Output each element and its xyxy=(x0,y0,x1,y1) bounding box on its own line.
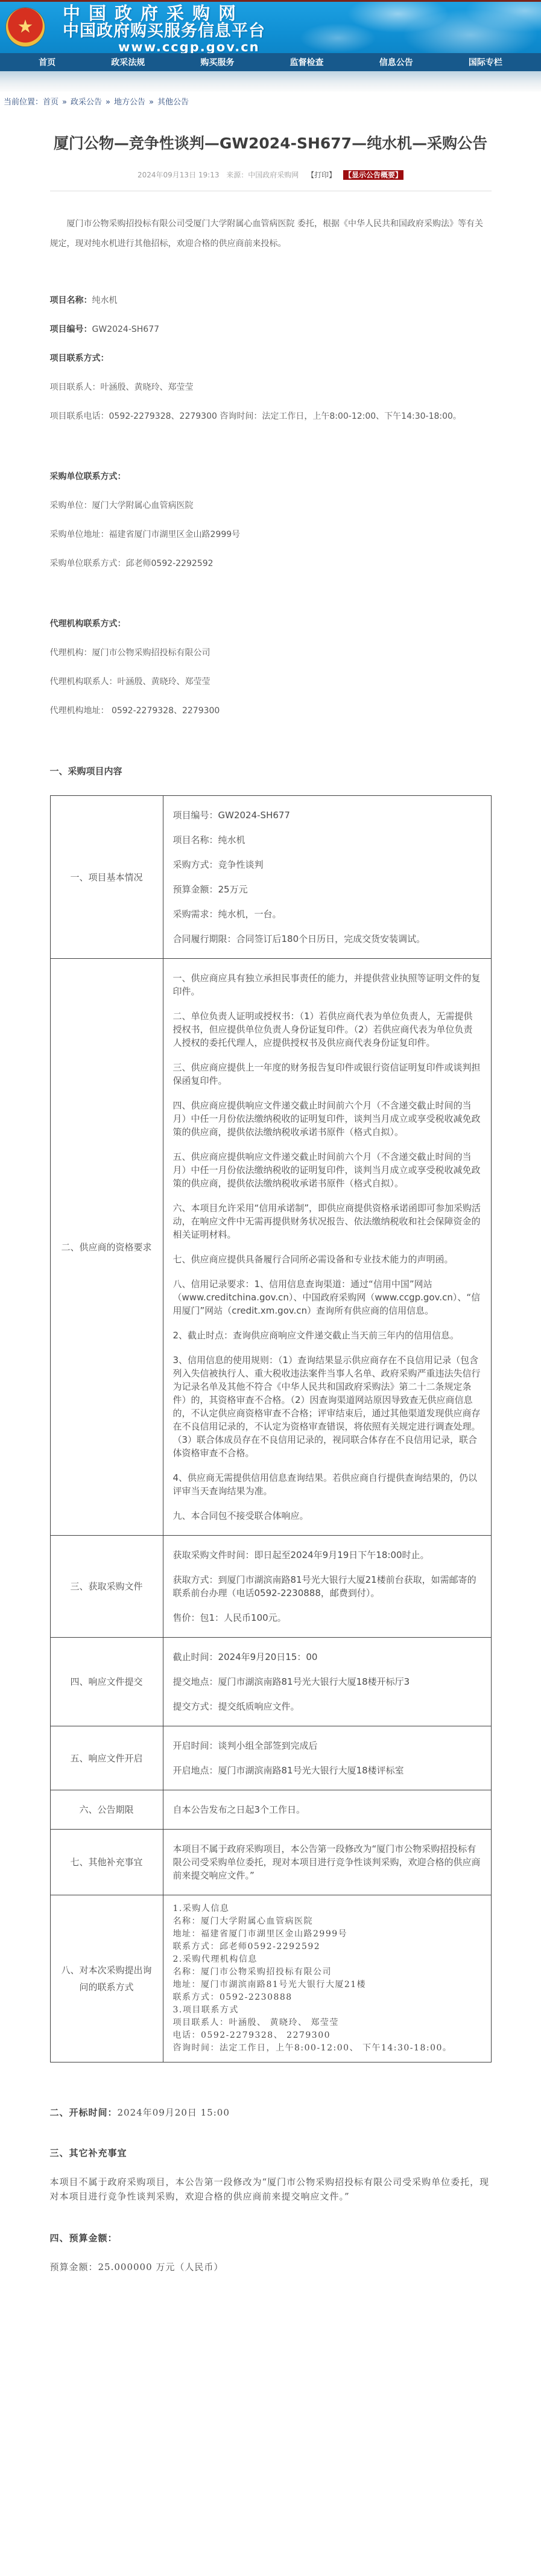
info-line xyxy=(50,323,492,336)
nav-item-4[interactable]: 监督检查 xyxy=(289,58,324,68)
table-row-label: 三、获取采购文件 xyxy=(50,1536,163,1638)
table-row-label: 二、供应商的资格要求 xyxy=(50,959,163,1536)
article-container xyxy=(50,133,492,2576)
info-line xyxy=(50,410,492,423)
info-line-value: 采购单位联系方式：邱老师0592-2292592 xyxy=(49,559,214,568)
info-line xyxy=(50,528,492,541)
table-paragraph: 售价：包1：人民币100元。 xyxy=(172,1612,286,1623)
table-paragraph: 六、本项目允许采用“信用承诺制”，即供应商提供资格承诺函即可参加采购活动，在响应文件中无需再提供财务状况报告、依法缴纳税收和社会保障资金的相关证明材料。 xyxy=(172,1203,481,1240)
info-line-value: 项目联系电话：0592-2279328、2279300 咨询时间：法定工作日，上午8:00-12:00、下午14:30-18:00。 xyxy=(49,412,461,421)
table-paragraph: 获取采购文件时间：即日起至2024年9月19日下午18:00时止。 xyxy=(172,1550,429,1560)
breadcrumb-separator: » xyxy=(62,98,67,107)
section-heading-procurement-content: 一、采购项目内容 xyxy=(49,766,122,777)
nav-item-5[interactable]: 信息公告 xyxy=(379,58,413,68)
national-emblem-icon xyxy=(6,8,45,46)
table-row-content xyxy=(163,1536,491,1638)
breadcrumb-link-2[interactable]: 政采公告 xyxy=(71,98,103,107)
print-button[interactable]: 【打印】 xyxy=(307,171,337,179)
info-line-label: 采购单位联系方式： xyxy=(49,472,126,482)
star-icon: ★ xyxy=(17,16,34,37)
table-paragraph: 本项目不属于政府采购项目，本公告第一段修改为“厦门市公物采购招投标有限公司受采购单位委托，现对本项目进行竞争性谈判采购，欢迎合格的供应商前来提交响应文件。” xyxy=(172,1843,481,1881)
breadcrumb-link-1[interactable]: 首页 xyxy=(43,98,59,107)
table-row-content xyxy=(163,1790,491,1830)
breadcrumb-link-3[interactable]: 地方公告 xyxy=(113,98,145,107)
table-row xyxy=(50,1638,491,1726)
table-paragraph: 开启地点：厦门市湖滨南路81号光大银行大厦18楼评标室 xyxy=(172,1765,404,1776)
table-row-label: 五、响应文件开启 xyxy=(50,1726,163,1790)
procurement-table xyxy=(50,795,492,2062)
table-row-label: 一、项目基本情况 xyxy=(50,796,163,959)
table-paragraph: 自本公告发布之日起3个工作日。 xyxy=(172,1804,306,1815)
bottom-section-text: 预算金额：25.000000 万元（人民币） xyxy=(49,2262,224,2272)
table-paragraph: 截止时间：2024年9月20日15：00 xyxy=(172,1652,318,1662)
table-row-content xyxy=(163,1830,491,1895)
info-line-label: 代理机构联系方式： xyxy=(49,619,126,629)
bottom-section-p xyxy=(50,2175,492,2204)
table-paragraph: 电话：0592-2279328、 2279300 xyxy=(172,2031,331,2040)
bottom-section-label: 三、其它补充事宜 xyxy=(49,2148,127,2158)
info-line xyxy=(50,704,492,717)
info-line xyxy=(50,617,492,631)
table-paragraph: 提交方式：提交纸质响应文件。 xyxy=(172,1701,300,1712)
breadcrumb-separator: » xyxy=(149,98,154,107)
article-meta xyxy=(50,170,492,180)
bottom-section-h xyxy=(50,2146,492,2159)
table-row-content xyxy=(163,1895,491,2062)
table-paragraph: 五、供应商应提供响应文件递交截止时间前六个月（不含递交截止时间的当月）中任一月份依法缴纳税收的证明复印件，谈判当月成立或享受税收减免政策的供应商，提供依法缴纳税收承诺书原件（格式自拟）。 xyxy=(172,1151,481,1189)
table-paragraph: 采购需求：纯水机，一台。 xyxy=(172,909,282,920)
table-row-label: 四、响应文件提交 xyxy=(50,1638,163,1726)
table-paragraph: 项目联系人：叶涵殷、 黄晓玲、 郑莹莹 xyxy=(172,2018,339,2027)
bottom-section-text: 2024年09月20日 15:00 xyxy=(117,2107,230,2118)
project-info-lines xyxy=(50,294,492,717)
info-line xyxy=(50,470,492,483)
table-paragraph: 名称：厦门市公物采购招投标有限公司 xyxy=(172,1967,332,1977)
info-line xyxy=(50,294,492,307)
bottom-section-h xyxy=(50,2231,492,2244)
main-nav xyxy=(0,53,541,71)
info-line xyxy=(50,381,492,394)
bottom-section-label: 四、预算金额： xyxy=(49,2233,118,2244)
table-paragraph: 项目编号：GW2024-SH677 xyxy=(172,810,290,821)
table-paragraph: 九、本合同包不接受联合体响应。 xyxy=(172,1510,309,1521)
info-line-value: 采购单位：厦门大学附属心血管病医院 xyxy=(49,501,194,510)
info-line xyxy=(50,499,492,512)
table-paragraph: 联系方式：邱老师0592-2292592 xyxy=(172,1942,321,1951)
info-line-label: 项目编号： xyxy=(49,325,92,334)
info-line-value: 代理机构联系人：叶涵殷、黄晓玲、郑莹莹 xyxy=(49,677,210,687)
info-line-value: 代理机构：厦门市公物采购招投标有限公司 xyxy=(49,648,210,658)
breadcrumb-link-4[interactable]: 其他公告 xyxy=(157,98,189,107)
table-paragraph: 合同履行期限：合同签订后180个日历日，完成交货安装调试。 xyxy=(172,933,426,944)
table-paragraph: 八、信用记录要求：1、信用信息查询渠道：通过“信用中国”网站（www.creditchina.gov.cn）、中国政府采购网（www.ccgp.gov.cn）、“信用厦门”网站（credit.xm.gov.cn）查询所有供应商的信用信息。 xyxy=(172,1279,481,1316)
table-paragraph: 七、供应商应提供具备履行合同所必需设备和专业技术能力的声明函。 xyxy=(172,1254,454,1265)
table-row-content xyxy=(163,1726,491,1790)
info-line xyxy=(50,675,492,689)
table-paragraph: 一、供应商应具有独立承担民事责任的能力，并提供营业执照等证明文件的复印件。 xyxy=(172,973,481,997)
info-line-value: 纯水机 xyxy=(92,296,118,305)
site-title: 中国政府采购网 xyxy=(63,3,245,24)
table-row xyxy=(50,796,491,959)
table-paragraph: 2、截止时点：查询供应商响应文件递交截止当天前三年内的信用信息。 xyxy=(172,1330,460,1341)
intro-paragraph: 厦门市公物采购招投标有限公司受厦门大学附属心血管病医院 委托，根据《中华人民共和国政府采购法》等有关规定，现对纯水机进行其他招标，欢迎合格的供应商前来投标。 xyxy=(49,219,483,249)
bottom-section-p xyxy=(50,2260,492,2274)
table-paragraph: 二、单位负责人证明或授权书：（1）若供应商代表为单位负责人，无需提供授权书，但应提供单位负责人身份证复印件。（2）若供应商代表为单位负责人授权的委托代理人，应提供授权书及供应商代表身份证复印件。 xyxy=(172,1011,473,1048)
site-subtitle: 中国政府购买服务信息平台 xyxy=(63,22,265,40)
site-header xyxy=(0,2,541,53)
table-paragraph: 提交地点：厦门市湖滨南路81号光大银行大厦18楼开标厅3 xyxy=(172,1676,410,1687)
show-summary-button[interactable]: 【显示公告概要】 xyxy=(344,171,402,179)
table-row xyxy=(50,1830,491,1895)
nav-shadow-strip xyxy=(0,71,541,92)
table-paragraph: 4、供应商无需提供信用信息查询结果。若供应商自行提供查询结果的，仍以评审当天查询结果为准。 xyxy=(172,1472,478,1496)
table-paragraph: 地址：福建省厦门市湖里区金山路2999号 xyxy=(172,1929,348,1939)
table-row xyxy=(50,1726,491,1790)
table-paragraph: 咨询时间：法定工作日，上午8:00-12:00、 下午14:30-18:00。 xyxy=(172,2043,452,2053)
info-line-value: 采购单位地址：福建省厦门市湖里区金山路2999号 xyxy=(49,530,241,539)
site-url: www.ccgp.gov.cn xyxy=(118,40,260,53)
nav-item-6[interactable]: 国际专栏 xyxy=(468,58,502,68)
breadcrumb-prefix: 当前位置： xyxy=(4,98,43,107)
table-paragraph: 3.项目联系方式 xyxy=(172,2005,239,2015)
table-paragraph: 名称：厦门大学附属心血管病医院 xyxy=(172,1916,313,1926)
nav-item-2[interactable]: 政采法规 xyxy=(111,58,145,68)
nav-item-3[interactable]: 购买服务 xyxy=(200,58,235,68)
article-source: 来源：中国政府采购网 xyxy=(226,171,299,179)
table-paragraph: 三、供应商应提供上一年度的财务报告复印件或银行资信证明复印件或谈判担保函复印件。 xyxy=(172,1062,481,1086)
table-paragraph: 四、供应商应提供响应文件递交截止时间前六个月（不含递交截止时间的当月）中任一月份依法缴纳税收的证明复印件，谈判当月成立或享受税收减免政策的供应商，提供依法缴纳税收承诺书原件（格式自拟）。 xyxy=(172,1100,481,1137)
table-paragraph: 3、信用信息的使用规则：（1）查询结果显示供应商存在不良信用记录（包含列入失信被执行人、重大税收违法案件当事人名单、政府采购严重违法失信行为记录名单及其他不符合《中华人民共和国政府采购法》第二十二条规定条件）的，其资格审查不合格。（2）因查询渠道网站原因导致查无供应商信息的，不认定供应商资格审查不合格；评审结束后，通过其他渠道发现供应商存在不良信用记录的，不认定为资格审查错误，将依照有关规定进行调查处理。（3）联合体成员存在不良信用记录的，视同联合体存在不良信用记录，联合体资格审查不合格。 xyxy=(172,1355,481,1458)
info-line xyxy=(50,557,492,570)
table-row xyxy=(50,1790,491,1830)
table-row xyxy=(50,959,491,1536)
table-row-label: 七、其他补充事宜 xyxy=(50,1830,163,1895)
info-line-value: 项目联系人：叶涵殷、黄晓玲、郑莹莹 xyxy=(49,383,194,392)
bottom-sections xyxy=(50,2106,492,2274)
page-title: 厦门公物—竞争性谈判—GW2024-SH677—纯水机—采购公告 xyxy=(53,135,488,152)
table-paragraph: 1.采购人信息 xyxy=(172,1904,230,1913)
breadcrumb xyxy=(0,92,541,107)
table-paragraph: 开启时间：谈判小组全部签到完成后 xyxy=(172,1740,318,1751)
bottom-section-inline xyxy=(50,2106,492,2119)
info-line-label: 项目名称： xyxy=(49,296,92,305)
bottom-section-text: 本项目不属于政府采购项目，本公告第一段修改为“厦门市公物采购招投标有限公司受采购单位委托，现对本项目进行竞争性谈判采购，欢迎合格的供应商前来提交响应文件。” xyxy=(49,2177,490,2202)
table-row-content xyxy=(163,959,491,1536)
info-line-label: 项目联系方式： xyxy=(49,354,109,363)
table-paragraph: 预算金额：25万元 xyxy=(172,884,248,895)
table-row-content xyxy=(163,796,491,959)
table-paragraph: 地址：厦门市湖滨南路81号光大银行大厦21楼 xyxy=(172,1980,367,1989)
table-paragraph: 采购方式：竞争性谈判 xyxy=(172,859,264,870)
info-line-value: GW2024-SH677 xyxy=(92,325,160,334)
table-row-content xyxy=(163,1638,491,1726)
table-paragraph: 获取方式：到厦门市湖滨南路81号光大银行大厦21楼前台获取，如需邮寄的联系前台办理（电话0592-2230888，邮费到付）。 xyxy=(172,1574,476,1598)
table-row xyxy=(50,1895,491,2062)
table-paragraph: 联系方式：0592-2230888 xyxy=(172,1992,293,2002)
info-line xyxy=(50,352,492,365)
bottom-whitespace xyxy=(50,2274,492,2576)
table-paragraph: 项目名称：纯水机 xyxy=(172,835,245,845)
site-titles xyxy=(63,4,265,53)
table-row xyxy=(50,1536,491,1638)
info-line xyxy=(50,646,492,660)
table-row-label: 八、对本次采购提出询问的联系方式 xyxy=(50,1895,163,2062)
nav-item-1[interactable]: 首页 xyxy=(39,58,56,68)
breadcrumb-separator: » xyxy=(106,98,110,107)
info-line-value: 代理机构地址： 0592-2279328、2279300 xyxy=(49,706,220,716)
publish-datetime: 2024年09月13日 19:13 xyxy=(137,171,220,179)
bottom-section-label: 二、开标时间： xyxy=(49,2107,118,2118)
table-paragraph: 2.采购代理机构信息 xyxy=(172,1954,258,1964)
table-row-label: 六、公告期限 xyxy=(50,1790,163,1830)
